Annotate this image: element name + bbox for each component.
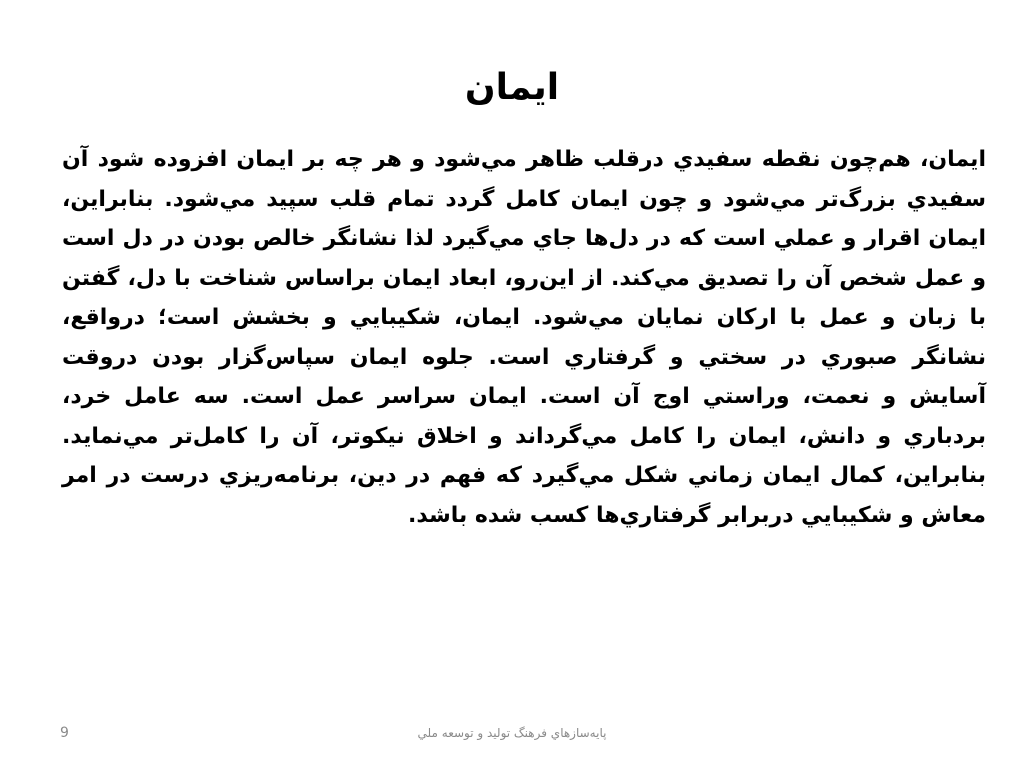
slide-title: ايمان xyxy=(464,67,560,108)
slide-body xyxy=(62,140,986,535)
page-number: 9 xyxy=(60,725,69,741)
slide-footer xyxy=(0,724,1024,744)
body-paragraph: ايمان، هم‌چون نقطه سفيدي درقلب ظاهر مي‌شود و هر چه بر ايمان افزوده شود آن سفيدي بزرگ‌تر مي‌شود و چون ايمان كامل گردد تمام قلب سپيد مي‌شود. بنابراين، ايمان اقرار و عملي است كه در دل‌ها جاي مي‌گيرد لذا نشانگر خالص بودن در دل است و عمل شخص آن را تصديق مي‌كند. از اين‌رو، ابعاد ايمان براساس شناخت با دل، گفتن با زبان و عمل با اركان نمايان مي‌شود. ايمان، شكيبايي و بخشش است؛ درواقع، نشانگر صبوري در سختي و گرفتاري است. جلوه ايمان سپاس‌گزار بودن دروقت آسايش و نعمت، وراستي اوج آن است. ايمان سراسر عمل است. سه عامل خرد، بردباري و دانش، ايمان را كامل مي‌گرداند و اخلاق نيكوتر، آن را كامل‌تر مي‌نمايد. بنابراين، كمال ايمان زماني شكل مي‌گيرد كه فهم در دين، برنامه‌ريزي درست در امر معاش و شكيبايي دربرابر گرفتاري‌ها كسب شده باشد. xyxy=(62,147,986,528)
footer-text: پايه‌سازهاي فرهنگ توليد و توسعه ملي xyxy=(417,726,607,740)
